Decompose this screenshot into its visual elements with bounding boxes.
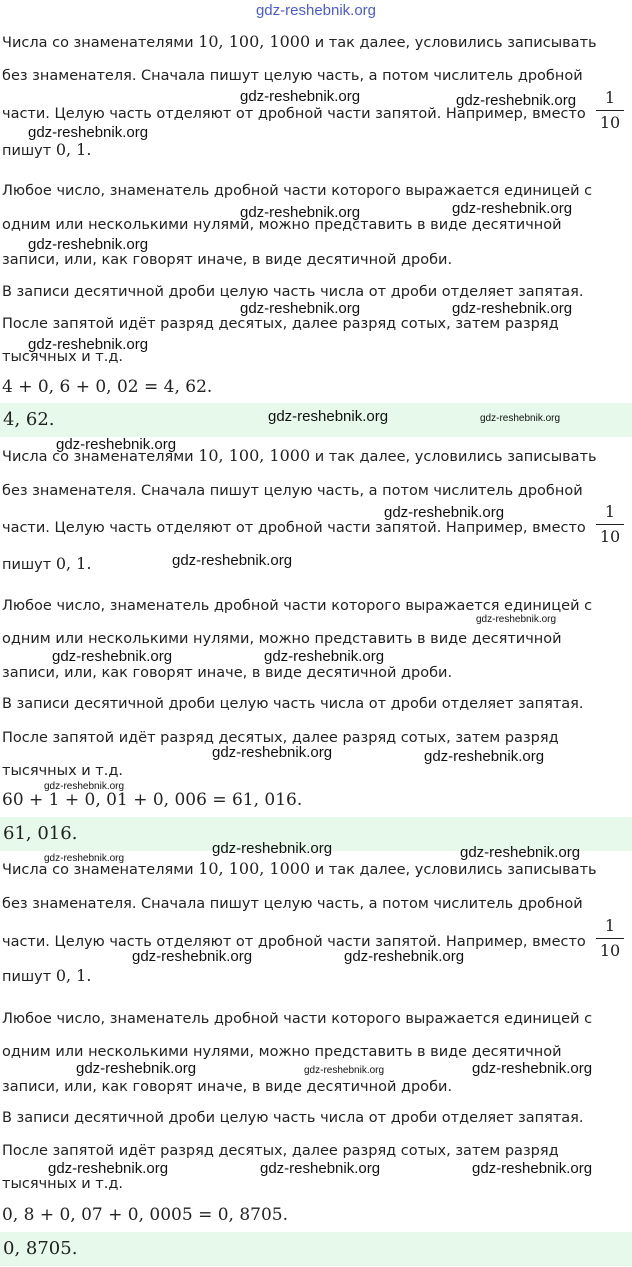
watermark: gdz-reshebnik.org — [264, 648, 385, 665]
fraction-one-tenth: 1 10 — [596, 88, 624, 133]
theory-line: одним или несколькими нулями, можно представить в виде десятичной — [2, 631, 562, 647]
watermark: gdz-reshebnik.org — [480, 413, 561, 424]
watermark: gdz-reshebnik.org — [76, 1060, 197, 1077]
theory-line: тысячных и т.д. — [2, 349, 123, 365]
watermark: gdz-reshebnik.org — [240, 300, 361, 317]
theory-line: записи, или, как говорят иначе, в виде десятичной дроби. — [2, 1079, 453, 1095]
watermark: gdz-reshebnik.org — [28, 236, 149, 253]
watermark: gdz-reshebnik.org — [304, 1065, 385, 1076]
equation: 0, 8 + 0, 07 + 0, 0005 = 0, 8705. — [2, 1205, 289, 1225]
fraction-one-tenth: 1 10 — [596, 502, 624, 547]
fraction-one-tenth: 1 10 — [596, 916, 624, 961]
watermark: gdz-reshebnik.org — [44, 853, 125, 864]
watermark: gdz-reshebnik.org — [472, 1060, 593, 1077]
watermark: gdz-reshebnik.org — [240, 88, 361, 105]
watermark: gdz-reshebnik.org — [452, 200, 573, 217]
watermark: gdz-reshebnik.org — [452, 300, 573, 317]
watermark: gdz-reshebnik.org — [344, 948, 465, 965]
theory-line: без знаменателя. Сначала пишут целую часть, а потом числитель дробной — [2, 896, 583, 912]
watermark: gdz-reshebnik.org — [48, 1160, 169, 1177]
theory-line: тысячных и т.д. — [2, 1176, 123, 1192]
theory-line: После запятой идёт разряд десятых, далее разряд сотых, затем разряд — [2, 1143, 559, 1159]
theory-line: В записи десятичной дроби целую часть числа от дроби отделяет запятая. — [2, 1110, 584, 1126]
watermark: gdz-reshebnik.org — [472, 1160, 593, 1177]
theory-line: пишут 0, 1. — [2, 140, 92, 159]
theory-line: Любое число, знаменатель дробной части которого выражается единицей с — [2, 598, 593, 614]
theory-line: пишут 0, 1. — [2, 554, 92, 573]
watermark: gdz-reshebnik.org — [52, 648, 173, 665]
watermark: gdz-reshebnik.org — [28, 336, 149, 353]
watermark: gdz-reshebnik.org — [476, 614, 557, 625]
theory-line: После запятой идёт разряд десятых, далее разряд сотых, затем разряд — [2, 730, 559, 746]
watermark: gdz-reshebnik.org — [268, 408, 389, 425]
theory-line: одним или несколькими нулями, можно представить в виде десятичной — [2, 217, 562, 233]
watermark: gdz-reshebnik.org — [212, 744, 333, 761]
theory-line: без знаменателя. Сначала пишут целую часть, а потом числитель дробной — [2, 68, 583, 84]
answer-value: 4, 62. — [3, 409, 55, 430]
theory-line: Числа со знаменателями 10, 100, 1000 и так далее, условились записывать — [2, 446, 597, 465]
theory-line: части. Целую часть отделяют от дробной части запятой. Например, вместо — [2, 106, 586, 122]
theory-line: Любое число, знаменатель дробной части которого выражается единицей с — [2, 183, 593, 199]
theory-line: После запятой идёт разряд десятых, далее разряд сотых, затем разряд — [2, 316, 559, 332]
watermark: gdz-reshebnik.org — [424, 748, 545, 765]
watermark: gdz-reshebnik.org — [44, 781, 125, 792]
theory-line: части. Целую часть отделяют от дробной части запятой. Например, вместо — [2, 934, 586, 950]
watermark: gdz-reshebnik.org — [460, 844, 581, 861]
site-header[interactable]: gdz-reshebnik.org — [255, 2, 377, 19]
theory-line: В записи десятичной дроби целую часть числа от дроби отделяет запятая. — [2, 284, 584, 300]
watermark: gdz-reshebnik.org — [260, 1160, 381, 1177]
theory-line: части. Целую часть отделяют от дробной части запятой. Например, вместо — [2, 520, 586, 536]
theory-line: В записи десятичной дроби целую часть числа от дроби отделяет запятая. — [2, 696, 584, 712]
watermark: gdz-reshebnik.org — [456, 92, 577, 109]
theory-line: без знаменателя. Сначала пишут целую часть, а потом числитель дробной — [2, 483, 583, 499]
theory-line: записи, или, как говорят иначе, в виде десятичной дроби. — [2, 252, 453, 268]
equation: 60 + 1 + 0, 01 + 0, 006 = 61, 016. — [2, 790, 303, 810]
equation: 4 + 0, 6 + 0, 02 = 4, 62. — [2, 377, 213, 397]
theory-line: одним или несколькими нулями, можно представить в виде десятичной — [2, 1044, 562, 1060]
watermark: gdz-reshebnik.org — [212, 840, 333, 857]
theory-line: Любое число, знаменатель дробной части которого выражается единицей с — [2, 1011, 593, 1027]
watermark: gdz-reshebnik.org — [240, 204, 361, 221]
answer-box — [0, 1232, 632, 1266]
watermark: gdz-reshebnik.org — [28, 124, 149, 141]
answer-value: 0, 8705. — [3, 1238, 78, 1259]
answer-value: 61, 016. — [3, 823, 78, 844]
theory-line: тысячных и т.д. — [2, 763, 123, 779]
watermark: gdz-reshebnik.org — [56, 436, 177, 453]
theory-line: пишут 0, 1. — [2, 966, 92, 985]
theory-line: Числа со знаменателями 10, 100, 1000 и так далее, условились записывать — [2, 859, 597, 878]
theory-line: записи, или, как говорят иначе, в виде десятичной дроби. — [2, 665, 453, 681]
watermark: gdz-reshebnik.org — [132, 948, 253, 965]
theory-line: Числа со знаменателями 10, 100, 1000 и так далее, условились записывать — [2, 32, 597, 51]
watermark: gdz-reshebnik.org — [172, 552, 293, 569]
watermark: gdz-reshebnik.org — [384, 504, 505, 521]
